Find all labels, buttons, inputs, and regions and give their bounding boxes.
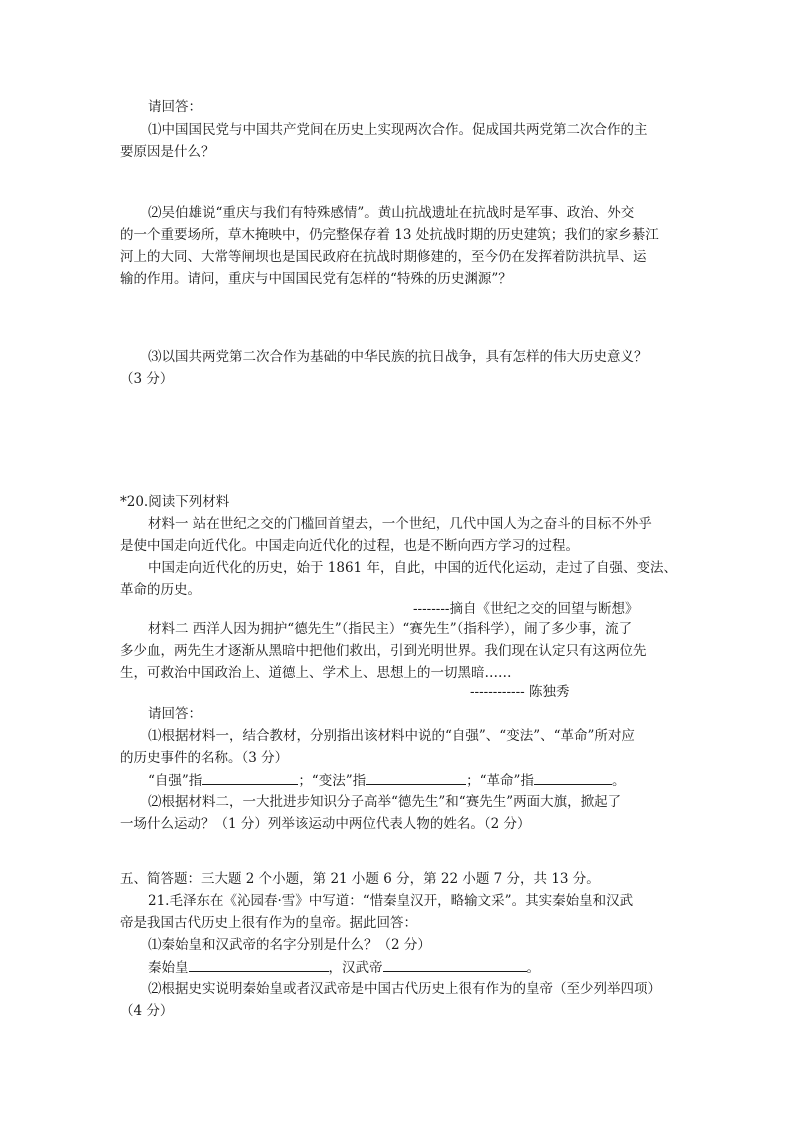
q20-m2-line1: 材料二 西洋人因为拥护“德先生”（指民主）“赛先生”（指科学），闹了多少事，流了 xyxy=(148,621,633,637)
q21-answer-blank-han[interactable] xyxy=(383,957,527,972)
q21-fill-label-han: ，汉武帝 xyxy=(328,960,383,976)
q19-sub3-line2: （3 分） xyxy=(120,371,174,387)
q20-sub2-line1: ⑵根据材料二，一大批进步知识分子高举“德先生”和“赛先生”两面大旗，掀起了 xyxy=(148,794,622,810)
q20-prompt: 请回答： xyxy=(148,706,202,722)
q20-m1-line1: 材料一 站在世纪之交的门槛回首望去，一个世纪，几代中国人为之奋斗的目标不外乎 xyxy=(148,516,652,532)
q19-sub2-line2: 的一个重要场所，草木掩映中，仍完整保存着 13 处抗战时期的历史建筑；我们的家乡綦江 xyxy=(120,227,659,243)
q21-line1: 21.毛泽东在《沁园春·雪》中写道：“惜秦皇汉开，略输文采”。其实秦始皇和汉武 xyxy=(148,893,634,909)
q20-fill-label-b: ；“变法”指 xyxy=(298,773,367,789)
q20-fill-label-a: “自强”指 xyxy=(148,773,203,789)
q20-title: *20.阅读下列材料 xyxy=(120,494,230,510)
q20-m1b-line1: 中国走向近代化的历史，始于 1861 年，自此，中国的近代化运动，走过了自强、变法、 xyxy=(148,560,677,576)
q20-m2-source: ------------ 陈独秀 xyxy=(470,684,570,700)
q19-sub2-line3: 河上的大同、大常等闸坝也是国民政府在抗战时期修建的，至今仍在发挥着防洪抗旱、运 xyxy=(120,249,647,265)
q20-sub2-line2: 一场什么运动？（1 分）列举该运动中两位代表人物的姓名。（2 分） xyxy=(120,816,531,832)
q20-m2-line3: 生，可救治中国政治上、道德上、学术上、思想上的一切黑暗…… xyxy=(120,665,512,681)
q20-sub1-line2: 的历史事件的名称。（3 分） xyxy=(120,750,289,766)
q19-sub3-line1: ⑶以国共两党第二次合作为基础的中华民族的抗日战争，具有怎样的伟大历史意义？ xyxy=(148,349,648,365)
q19-sub1-line1: ⑴中国国民党与中国共产党间在历史上实现两次合作。促成国共两党第二次合作的主 xyxy=(148,122,648,138)
q20-sub1-line1: ⑴根据材料一，结合教材，分别指出该材料中说的“自强”、“变法”、“革命”所对应 xyxy=(148,728,635,744)
q21-fill-row xyxy=(148,957,540,978)
q20-fill-label-c: ；“革命”指 xyxy=(466,773,534,789)
q21-sub1: ⑴秦始皇和汉武帝的名字分别是什么？（2 分） xyxy=(148,937,431,953)
q21-fill-label-qin: 秦始皇 xyxy=(148,960,189,976)
q20-answer-blank-bianfa[interactable] xyxy=(366,770,466,785)
q20-fill-row xyxy=(148,770,625,791)
q20-answer-blank-geming[interactable] xyxy=(534,770,612,785)
q20-m1-line2: 是使中国走向近代化。中国走向近代化的过程，也是不断向西方学习的过程。 xyxy=(120,538,579,554)
q21-sub2-line1: ⑵根据史实说明秦始皇或者汉武帝是中国古代历史上很有作为的皇帝（至少列举四项） xyxy=(148,981,661,997)
q20-m1b-line2: 革命的历史。 xyxy=(120,582,201,598)
section5-heading: 五、简答题：三大题 2 个小题，第 21 小题 6 分，第 22 小题 7 分，共 13 分。 xyxy=(120,871,600,887)
q20-answer-blank-ziqiang[interactable] xyxy=(202,770,298,785)
q19-prompt: 请回答： xyxy=(148,99,202,115)
q20-m1-source: --------摘自《世纪之交的回望与断想》 xyxy=(413,601,639,617)
q19-sub2-line1: ⑵吴伯雄说“重庆与我们有特殊感情”。黄山抗战遗址在抗战时是军事、政治、外交 xyxy=(148,205,635,221)
q19-sub1-line2: 要原因是什么？ xyxy=(120,144,215,160)
q19-sub2-line4: 输的作用。请问，重庆与中国国民党有怎样的“特殊的历史渊源”？ xyxy=(120,271,512,287)
q21-fill-end: 。 xyxy=(526,960,540,976)
q20-fill-end: 。 xyxy=(611,773,626,789)
q20-m2-line2: 多少血，两先生才逐渐从黑暗中把他们救出，引到光明世界。我们现在认定只有这两位先 xyxy=(120,643,647,659)
q21-sub2-line2: （4 分） xyxy=(120,1003,174,1019)
q21-line2: 帝是我国古代历史上很有作为的皇帝。据此回答： xyxy=(120,915,417,931)
q21-answer-blank-qin[interactable] xyxy=(189,957,329,972)
